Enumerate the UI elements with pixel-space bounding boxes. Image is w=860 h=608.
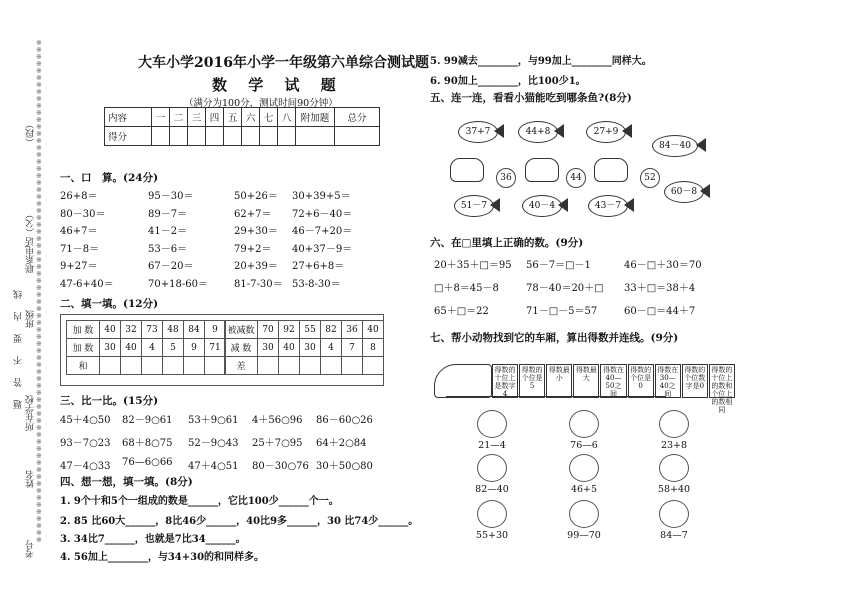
animal-expression: 55+30 <box>475 530 509 541</box>
subject-title: 数 学 试 题 <box>212 76 344 94</box>
binding-label-ti: 题 <box>14 400 24 409</box>
fish-top-3[interactable] <box>580 118 632 144</box>
animal-icon <box>477 410 507 438</box>
train-car[interactable]: 得数的个位是5 <box>519 364 545 398</box>
section-5-title: 五、连一连，看看小猫能吃到哪条鱼?(8分) <box>430 92 632 104</box>
compare-item[interactable]: 82－9○61 <box>122 415 173 426</box>
fish-label: 40－4 <box>522 195 562 217</box>
fish-tail-icon <box>494 124 504 138</box>
fill-box-item[interactable]: 78－40＝20＋□ <box>526 283 604 294</box>
fill-table-add <box>66 320 226 375</box>
fish-bottom-1[interactable] <box>448 192 500 218</box>
fill-cell: 4 <box>321 339 342 357</box>
sec4-item-4: 4. 56加上________，与34+30的和同样多。 <box>60 552 265 563</box>
fill-cell: 92 <box>279 321 300 339</box>
animal-card[interactable] <box>462 500 522 541</box>
compare-item[interactable]: 4＋56○96 <box>252 415 303 426</box>
animal-expression: 82—40 <box>475 484 509 495</box>
animal-icon <box>569 500 599 528</box>
sec4-item-3: 3. 34比7______，也就是7比34______。 <box>60 534 246 545</box>
fill-answer-cell[interactable] <box>184 357 205 375</box>
oral-calc-item: 79+2＝ <box>234 243 272 255</box>
fill-answer-cell[interactable] <box>163 357 184 375</box>
score-cell: 附加题 <box>296 108 335 127</box>
score-cell: 八 <box>278 108 296 127</box>
train <box>434 362 736 414</box>
score-table <box>104 107 380 146</box>
fill-cell: 40 <box>121 339 142 357</box>
score-cell: 六 <box>242 108 260 127</box>
fill-cell: 55 <box>300 321 321 339</box>
oral-calc-item: 70+18-60＝ <box>148 278 208 290</box>
fish-top-4[interactable] <box>646 132 706 158</box>
fill-cell: 84 <box>184 321 205 339</box>
oral-calc-item: 41－2＝ <box>148 226 188 237</box>
animal-expression: 23+8 <box>660 440 688 451</box>
oral-calc-item: 46+7＝ <box>60 226 98 237</box>
fill-row <box>67 339 226 357</box>
fish-bottom-3[interactable] <box>582 192 634 218</box>
oral-calc-item: 27+6+8＝ <box>292 261 345 272</box>
score-cell: 二 <box>170 108 188 127</box>
score-cell: 七 <box>260 108 278 127</box>
binding-label-bu: 不 <box>14 356 24 365</box>
oral-calc-item: 95－30＝ <box>148 191 194 202</box>
animal-card[interactable] <box>462 410 522 451</box>
score-input[interactable] <box>242 127 260 146</box>
section-7-title: 七、帮小动物找到它的车厢，算出得数并连线。(9分) <box>430 332 679 344</box>
sec4-item-1: 1. 9个十和5个一组成的数是______，它比100少______个一。 <box>60 496 339 507</box>
animal-expression: 21—4 <box>478 440 506 451</box>
score-row-header <box>105 108 380 127</box>
fill-table-sub <box>224 320 384 375</box>
fill-answer-cell[interactable] <box>321 357 342 375</box>
oral-calc-item: 29+30＝ <box>234 226 278 237</box>
oral-calc-item: 9+27＝ <box>60 261 98 272</box>
fill-box-item[interactable]: 33＋□＝38＋4 <box>624 283 696 294</box>
fill-cell: 加 数 <box>67 339 100 357</box>
oral-calc-item: 46－7+20＝ <box>292 226 353 237</box>
animal-icon <box>659 500 689 528</box>
fish-tail-icon <box>490 198 500 212</box>
oral-calc-item: 72+6－40＝ <box>292 208 353 220</box>
fill-cell: 30 <box>300 339 321 357</box>
animal-icon <box>569 454 599 482</box>
fish-label: 27+9 <box>586 121 626 143</box>
train-car[interactable]: 得数在30—40之间 <box>655 364 681 398</box>
fish-label: 51－7 <box>454 195 494 217</box>
animal-card[interactable] <box>554 500 614 541</box>
score-input[interactable] <box>224 127 242 146</box>
fill-row <box>225 357 384 375</box>
fill-box-item[interactable]: 56－7＝□－1 <box>526 260 591 271</box>
binding-label-phone: 联系电话（父） <box>26 210 36 273</box>
sec4-item-2: 2. 85 比60大______，8比46少______，40比9多______，30 比74少______。 <box>60 516 419 527</box>
fish-label: 43－7 <box>588 195 628 217</box>
fill-row <box>67 357 226 375</box>
section-2-title: 二、填一填。(12分) <box>60 298 159 310</box>
fill-cell: 71 <box>205 339 226 357</box>
binding-label-segment: （段） <box>26 120 36 147</box>
score-cell: 总分 <box>335 108 380 127</box>
fill-answer-cell[interactable] <box>142 357 163 375</box>
fill-cell: 9 <box>184 339 205 357</box>
fill-row <box>225 339 384 357</box>
oral-calc-item: 47-6+40＝ <box>60 278 114 290</box>
fish-tail-icon <box>558 198 568 212</box>
exam-title: 大车小学2016年小学一年级第六单综合测试题 <box>138 55 429 71</box>
fill-cell: 加 数 <box>67 321 100 339</box>
oral-calc-item: 62+7＝ <box>234 208 272 220</box>
oral-calc-item: 20+39＝ <box>234 261 278 272</box>
score-cell: 五 <box>224 108 242 127</box>
fill-cell: 40 <box>363 321 384 339</box>
train-car[interactable]: 得数的十位上是数字4 <box>492 364 518 398</box>
train-car[interactable]: 得数的个位是0 <box>628 364 654 398</box>
fill-cell: 30 <box>100 339 121 357</box>
animal-card[interactable] <box>554 410 614 451</box>
oral-calc-item: 26+8＝ <box>60 191 98 202</box>
binding-label-nei: 内 <box>14 312 24 321</box>
compare-item[interactable]: 80－30○76 <box>252 461 309 472</box>
fill-cell: 8 <box>363 339 384 357</box>
fill-cell: 36 <box>342 321 363 339</box>
score-input[interactable] <box>278 127 296 146</box>
fill-box-item[interactable]: 46－□＋30＝70 <box>624 260 702 271</box>
oral-calc-item: 30+39+5＝ <box>292 191 351 202</box>
oral-calc-item: 50+26＝ <box>234 191 278 202</box>
fill-cell: 7 <box>342 339 363 357</box>
animal-icon <box>659 454 689 482</box>
binding-label-yao: 要 <box>14 334 24 343</box>
train-car[interactable]: 得数的个位数字是0 <box>682 364 708 398</box>
score-input[interactable] <box>170 127 188 146</box>
oral-calc-item: 40+37－9＝ <box>292 243 353 255</box>
score-input[interactable] <box>152 127 170 146</box>
fill-box-item[interactable]: 60－□＝44＋7 <box>624 306 696 317</box>
fish-tail-icon <box>700 184 710 198</box>
compare-item[interactable]: 68＋8○75 <box>122 438 173 449</box>
binding-label-xian: 线 <box>14 290 24 299</box>
fish-top-2[interactable] <box>512 118 564 144</box>
section-4-title: 四、想一想，填一填。(8分) <box>60 476 193 488</box>
cat-1-icon <box>450 158 484 182</box>
animal-icon <box>477 500 507 528</box>
section-6-title: 六、在□里填上正确的数。(9分) <box>430 237 584 249</box>
cat-number-2[interactable]: 44 <box>566 168 586 188</box>
animal-icon <box>659 410 689 438</box>
score-input[interactable] <box>296 127 335 146</box>
oral-calc-item: 89－7＝ <box>148 208 188 220</box>
animal-expression: 76—6 <box>570 440 598 451</box>
exam-note: （满分为100分，测试时间90分钟） <box>184 98 338 109</box>
fish-label: 44+8 <box>518 121 558 143</box>
fish-label: 84－40 <box>652 135 698 157</box>
score-input[interactable] <box>335 127 380 146</box>
score-cell: 四 <box>206 108 224 127</box>
fill-cell: 和 <box>67 357 100 375</box>
score-cell: 一 <box>152 108 170 127</box>
fill-cell: 5 <box>163 339 184 357</box>
sec4-item-5: 5. 99减去________，与99加上________同样大。 <box>430 56 652 67</box>
binding-label-number: 考号 <box>26 540 36 558</box>
binding-label-da: 答 <box>14 378 24 387</box>
fill-cell: 40 <box>279 339 300 357</box>
fill-cell: 48 <box>163 321 184 339</box>
section-1-title: 一、口 算。(24分) <box>60 172 159 184</box>
animal-expression: 84—7 <box>660 530 688 541</box>
score-row-values <box>105 127 380 146</box>
fill-box-item[interactable]: 20＋35＋□＝95 <box>434 260 512 271</box>
score-cell: 得分 <box>105 127 152 146</box>
oral-calc-item: 53-8-30＝ <box>292 278 341 290</box>
compare-item[interactable]: 25＋7○95 <box>252 438 303 449</box>
compare-item[interactable]: 47－4○33 <box>60 461 111 472</box>
oral-calc-item: 67－20＝ <box>148 261 194 272</box>
fill-answer-cell[interactable] <box>205 357 226 375</box>
train-car[interactable]: 得数最大 <box>573 364 599 398</box>
compare-item[interactable]: 93－7○23 <box>60 438 111 449</box>
fill-answer-cell[interactable] <box>300 357 321 375</box>
fill-cell: 70 <box>258 321 279 339</box>
fill-cell: 减 数 <box>225 339 258 357</box>
fill-cell: 82 <box>321 321 342 339</box>
animal-expression: 46+5 <box>570 484 598 495</box>
fill-row <box>225 321 384 339</box>
compare-item[interactable]: 86－60○26 <box>316 415 373 426</box>
sec4-item-6: 6. 90加上________，比100少1。 <box>430 76 586 87</box>
compare-item[interactable]: 53＋9○61 <box>188 415 239 426</box>
fill-cell: 被减数 <box>225 321 258 339</box>
fill-cell: 40 <box>100 321 121 339</box>
compare-item[interactable]: 45＋4○50 <box>60 415 111 426</box>
binding-label-name: 姓名 <box>26 470 36 488</box>
compare-item[interactable]: 47＋4○51 <box>188 461 239 472</box>
score-input[interactable] <box>206 127 224 146</box>
oral-calc-item: 80－30＝ <box>60 208 106 220</box>
fill-cell: 73 <box>142 321 163 339</box>
compare-item[interactable]: 52－9○43 <box>188 438 239 449</box>
fill-cell: 9 <box>205 321 226 339</box>
train-car[interactable]: 得数的十位上的数和个位上的数相同 <box>709 364 735 398</box>
train-car[interactable]: 得数最小 <box>546 364 572 398</box>
animal-card[interactable] <box>644 410 704 451</box>
fill-box-item[interactable]: □＋8＝45－8 <box>434 283 499 294</box>
fish-label: 37+7 <box>458 121 498 143</box>
fish-label: 60－8 <box>664 181 704 203</box>
fill-answer-cell[interactable] <box>100 357 121 375</box>
fish-tail-icon <box>696 138 706 152</box>
animal-expression: 99—70 <box>567 530 601 541</box>
animal-expression: 58+40 <box>657 484 691 495</box>
fill-box-item[interactable]: 65＋□＝22 <box>434 306 489 317</box>
fill-box-item[interactable]: 71－□－5＝57 <box>526 306 598 317</box>
fill-answer-cell[interactable] <box>363 357 384 375</box>
animal-icon <box>477 454 507 482</box>
binding-dots: ※※※※※※※※※※※※※※※※※※※※※※※※※※※※※※※※※※※※※※※※※※※※※※※※※※※※※※※※※※※※※※※※※※※※※※※※ <box>36 40 42 544</box>
section-3-title: 三、比一比。(15分) <box>60 395 159 407</box>
fill-cell: 4 <box>142 339 163 357</box>
animal-card[interactable] <box>554 454 614 495</box>
fill-answer-cell[interactable] <box>342 357 363 375</box>
train-engine-icon <box>434 364 492 398</box>
compare-item[interactable]: 76—6○66 <box>122 457 173 468</box>
cat-number-3[interactable]: 52 <box>640 168 660 188</box>
fish-tail-icon <box>624 198 634 212</box>
binding-margin <box>0 0 46 608</box>
animal-card[interactable] <box>644 454 704 495</box>
score-input[interactable] <box>188 127 206 146</box>
fish-tail-icon <box>622 124 632 138</box>
train-cars <box>492 364 736 414</box>
cat-3-icon <box>594 158 628 182</box>
animals-grid <box>462 410 742 550</box>
fish-bottom-4[interactable] <box>658 178 710 204</box>
fill-answer-cell[interactable] <box>258 357 279 375</box>
fish-tail-icon <box>554 124 564 138</box>
compare-item[interactable]: 64＋2○84 <box>316 438 367 449</box>
fill-row <box>67 321 226 339</box>
fill-cell: 32 <box>121 321 142 339</box>
binding-label-school: 所在学校 <box>26 395 36 431</box>
compare-item[interactable]: 30＋50○80 <box>316 461 373 472</box>
fill-answer-cell[interactable] <box>121 357 142 375</box>
oral-calc-item: 53－6＝ <box>148 243 188 255</box>
fish-bottom-2[interactable] <box>516 192 568 218</box>
score-cell: 三 <box>188 108 206 127</box>
fish-top-1[interactable] <box>452 118 504 144</box>
cat-2-icon <box>525 158 559 182</box>
animal-icon <box>569 410 599 438</box>
fill-answer-cell[interactable] <box>279 357 300 375</box>
score-input[interactable] <box>260 127 278 146</box>
oral-calc-item: 81-7-30＝ <box>234 278 283 290</box>
score-cell: 内容 <box>105 108 152 127</box>
animal-card[interactable] <box>462 454 522 495</box>
fill-cell: 差 <box>225 357 258 375</box>
cat-number-1[interactable]: 36 <box>496 168 516 188</box>
binding-label-class: 班级 <box>26 310 36 328</box>
animal-card[interactable] <box>644 500 704 541</box>
train-car[interactable]: 得数在40—50之间 <box>600 364 626 398</box>
oral-calc-item: 71－8＝ <box>60 243 100 255</box>
fill-cell: 30 <box>258 339 279 357</box>
